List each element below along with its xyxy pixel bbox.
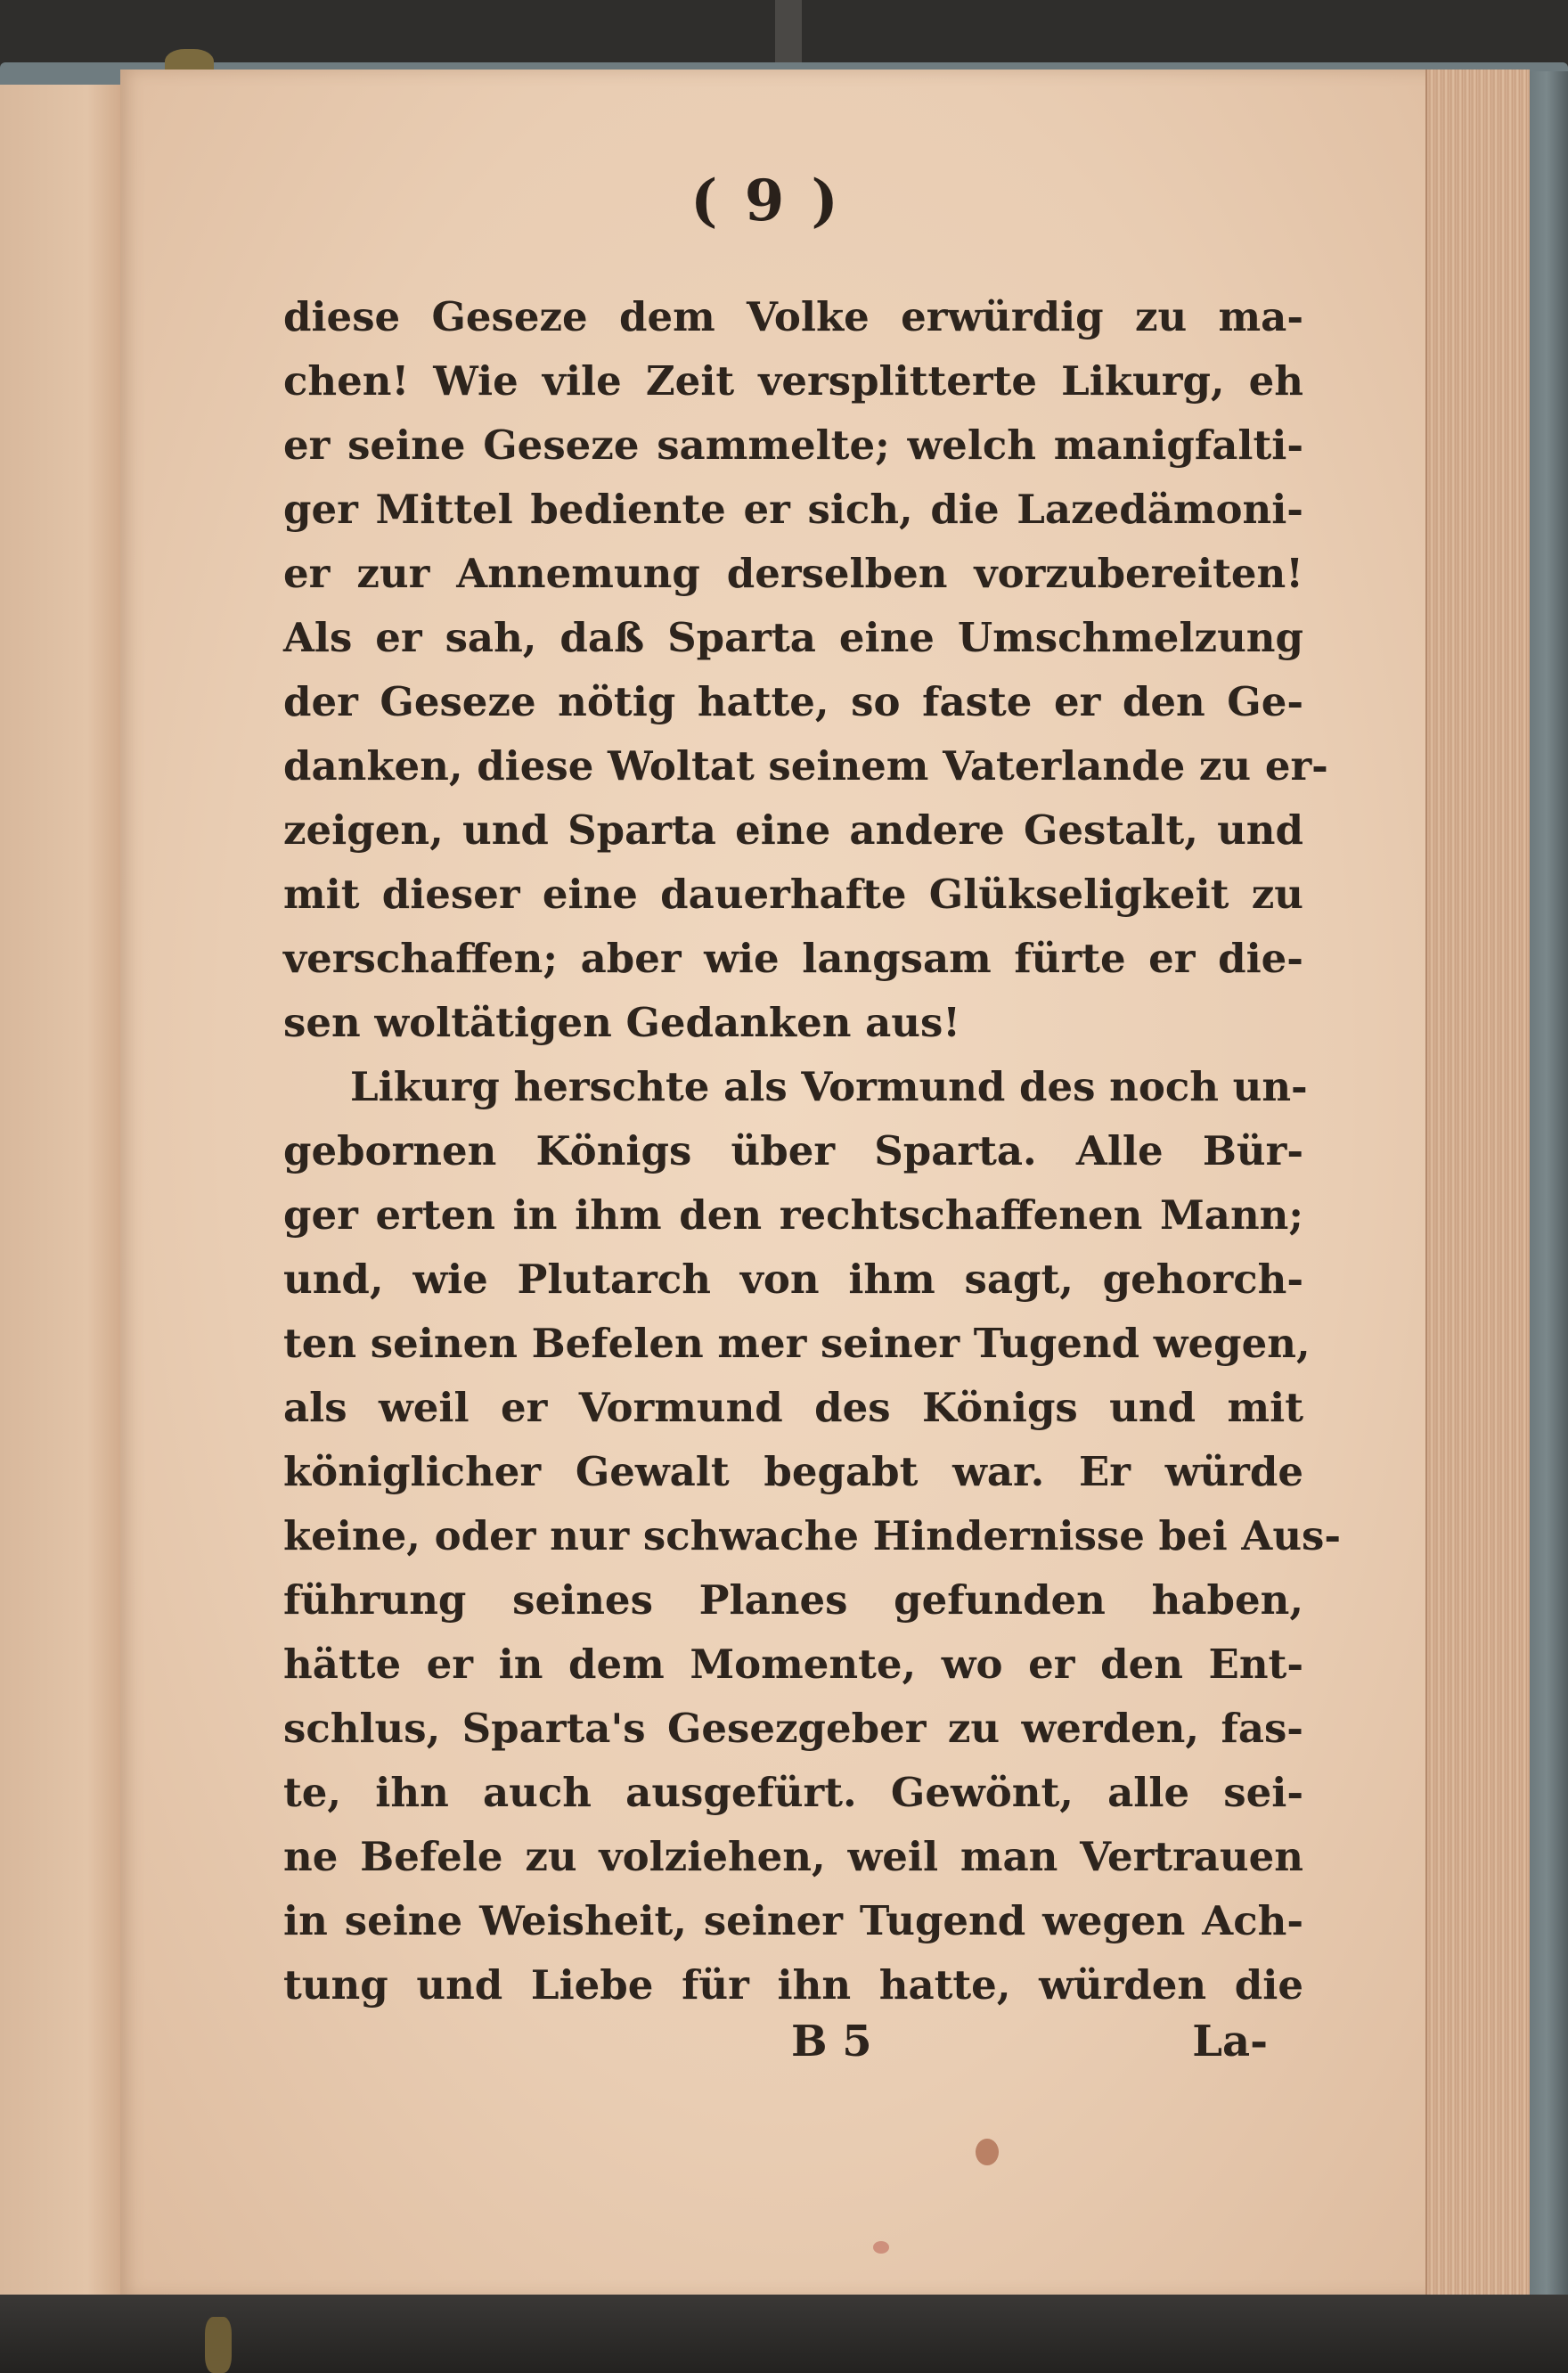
text-line: ten seinen Befelen mer seiner Tugend wegen, xyxy=(283,1320,1311,1367)
text-line: hätte er in dem Momente, wo er den Ent- xyxy=(283,1641,1303,1688)
text-line: führung seines Planes gefunden haben, xyxy=(283,1576,1303,1624)
text-line: danken, diese Woltat seinem Vaterlande zu er- xyxy=(283,742,1328,790)
text-line: zeigen, und Sparta eine andere Gestalt, und xyxy=(283,806,1303,854)
text-line: gebornen Königs über Sparta. Alle Bür- xyxy=(283,1127,1303,1174)
paper-stain xyxy=(976,2139,999,2165)
text-line: mit dieser eine dauerhafte Glükseligkeit zu xyxy=(283,871,1303,918)
text-line: er seine Geseze sammelte; welch manigfalti- xyxy=(283,421,1303,469)
background-object xyxy=(775,0,802,71)
text-line: sen woltätigen Gedanken aus! xyxy=(283,999,961,1046)
text-line: und, wie Plutarch von ihm sagt, gehorch- xyxy=(283,1256,1303,1303)
text-line: ger erten in ihm den rechtschaffenen Mann; xyxy=(283,1191,1303,1239)
text-line: in seine Weisheit, seiner Tugend wegen Ach- xyxy=(283,1897,1303,1944)
text-line: te, ihn auch ausgefürt. Gewönt, alle sei- xyxy=(283,1769,1303,1816)
text-line: Likurg herschte als Vormund des noch un- xyxy=(350,1063,1308,1110)
text-line: als weil er Vormund des Königs und mit xyxy=(283,1384,1303,1431)
bottom-shadow xyxy=(0,2295,1568,2373)
text-line: ger Mittel bediente er sich, die Lazedämoni- xyxy=(283,486,1303,533)
ribbon-bookmark-bottom xyxy=(205,2317,232,2373)
page-block-edge xyxy=(1425,70,1530,2297)
text-line: tung und Liebe für ihn hatte, würden die xyxy=(283,1961,1303,2009)
signature-mark: B 5 xyxy=(791,2017,872,2066)
text-line: ne Befele zu volziehen, weil man Vertrauen xyxy=(283,1833,1303,1880)
text-line: Als er sah, daß Sparta eine Umschmelzung xyxy=(283,614,1303,661)
text-line: keine, oder nur schwache Hindernisse bei Aus- xyxy=(283,1512,1342,1559)
text-line: diese Geseze dem Volke erwürdig zu ma- xyxy=(283,293,1303,340)
text-line: er zur Annemung derselben vorzubereiten! xyxy=(283,550,1303,597)
left-page-edge xyxy=(0,85,127,2295)
page-footer xyxy=(283,2009,1303,2074)
text-line: der Geseze nötig hatte, so faste er den Ge- xyxy=(283,678,1303,725)
catchword: La- xyxy=(1192,2017,1268,2066)
paper-stain xyxy=(873,2241,889,2254)
text-line: chen! Wie vile Zeit versplitterte Likurg, eh xyxy=(283,357,1303,405)
text-line: schlus, Sparta's Gesezgeber zu werden, fas- xyxy=(283,1705,1303,1752)
text-line: verschaffen; aber wie langsam fürte er die- xyxy=(283,935,1303,982)
page-number: ( 9 ) xyxy=(690,168,842,234)
body-text xyxy=(283,285,1342,2017)
text-line: königlicher Gewalt begabt war. Er würde xyxy=(283,1448,1303,1495)
